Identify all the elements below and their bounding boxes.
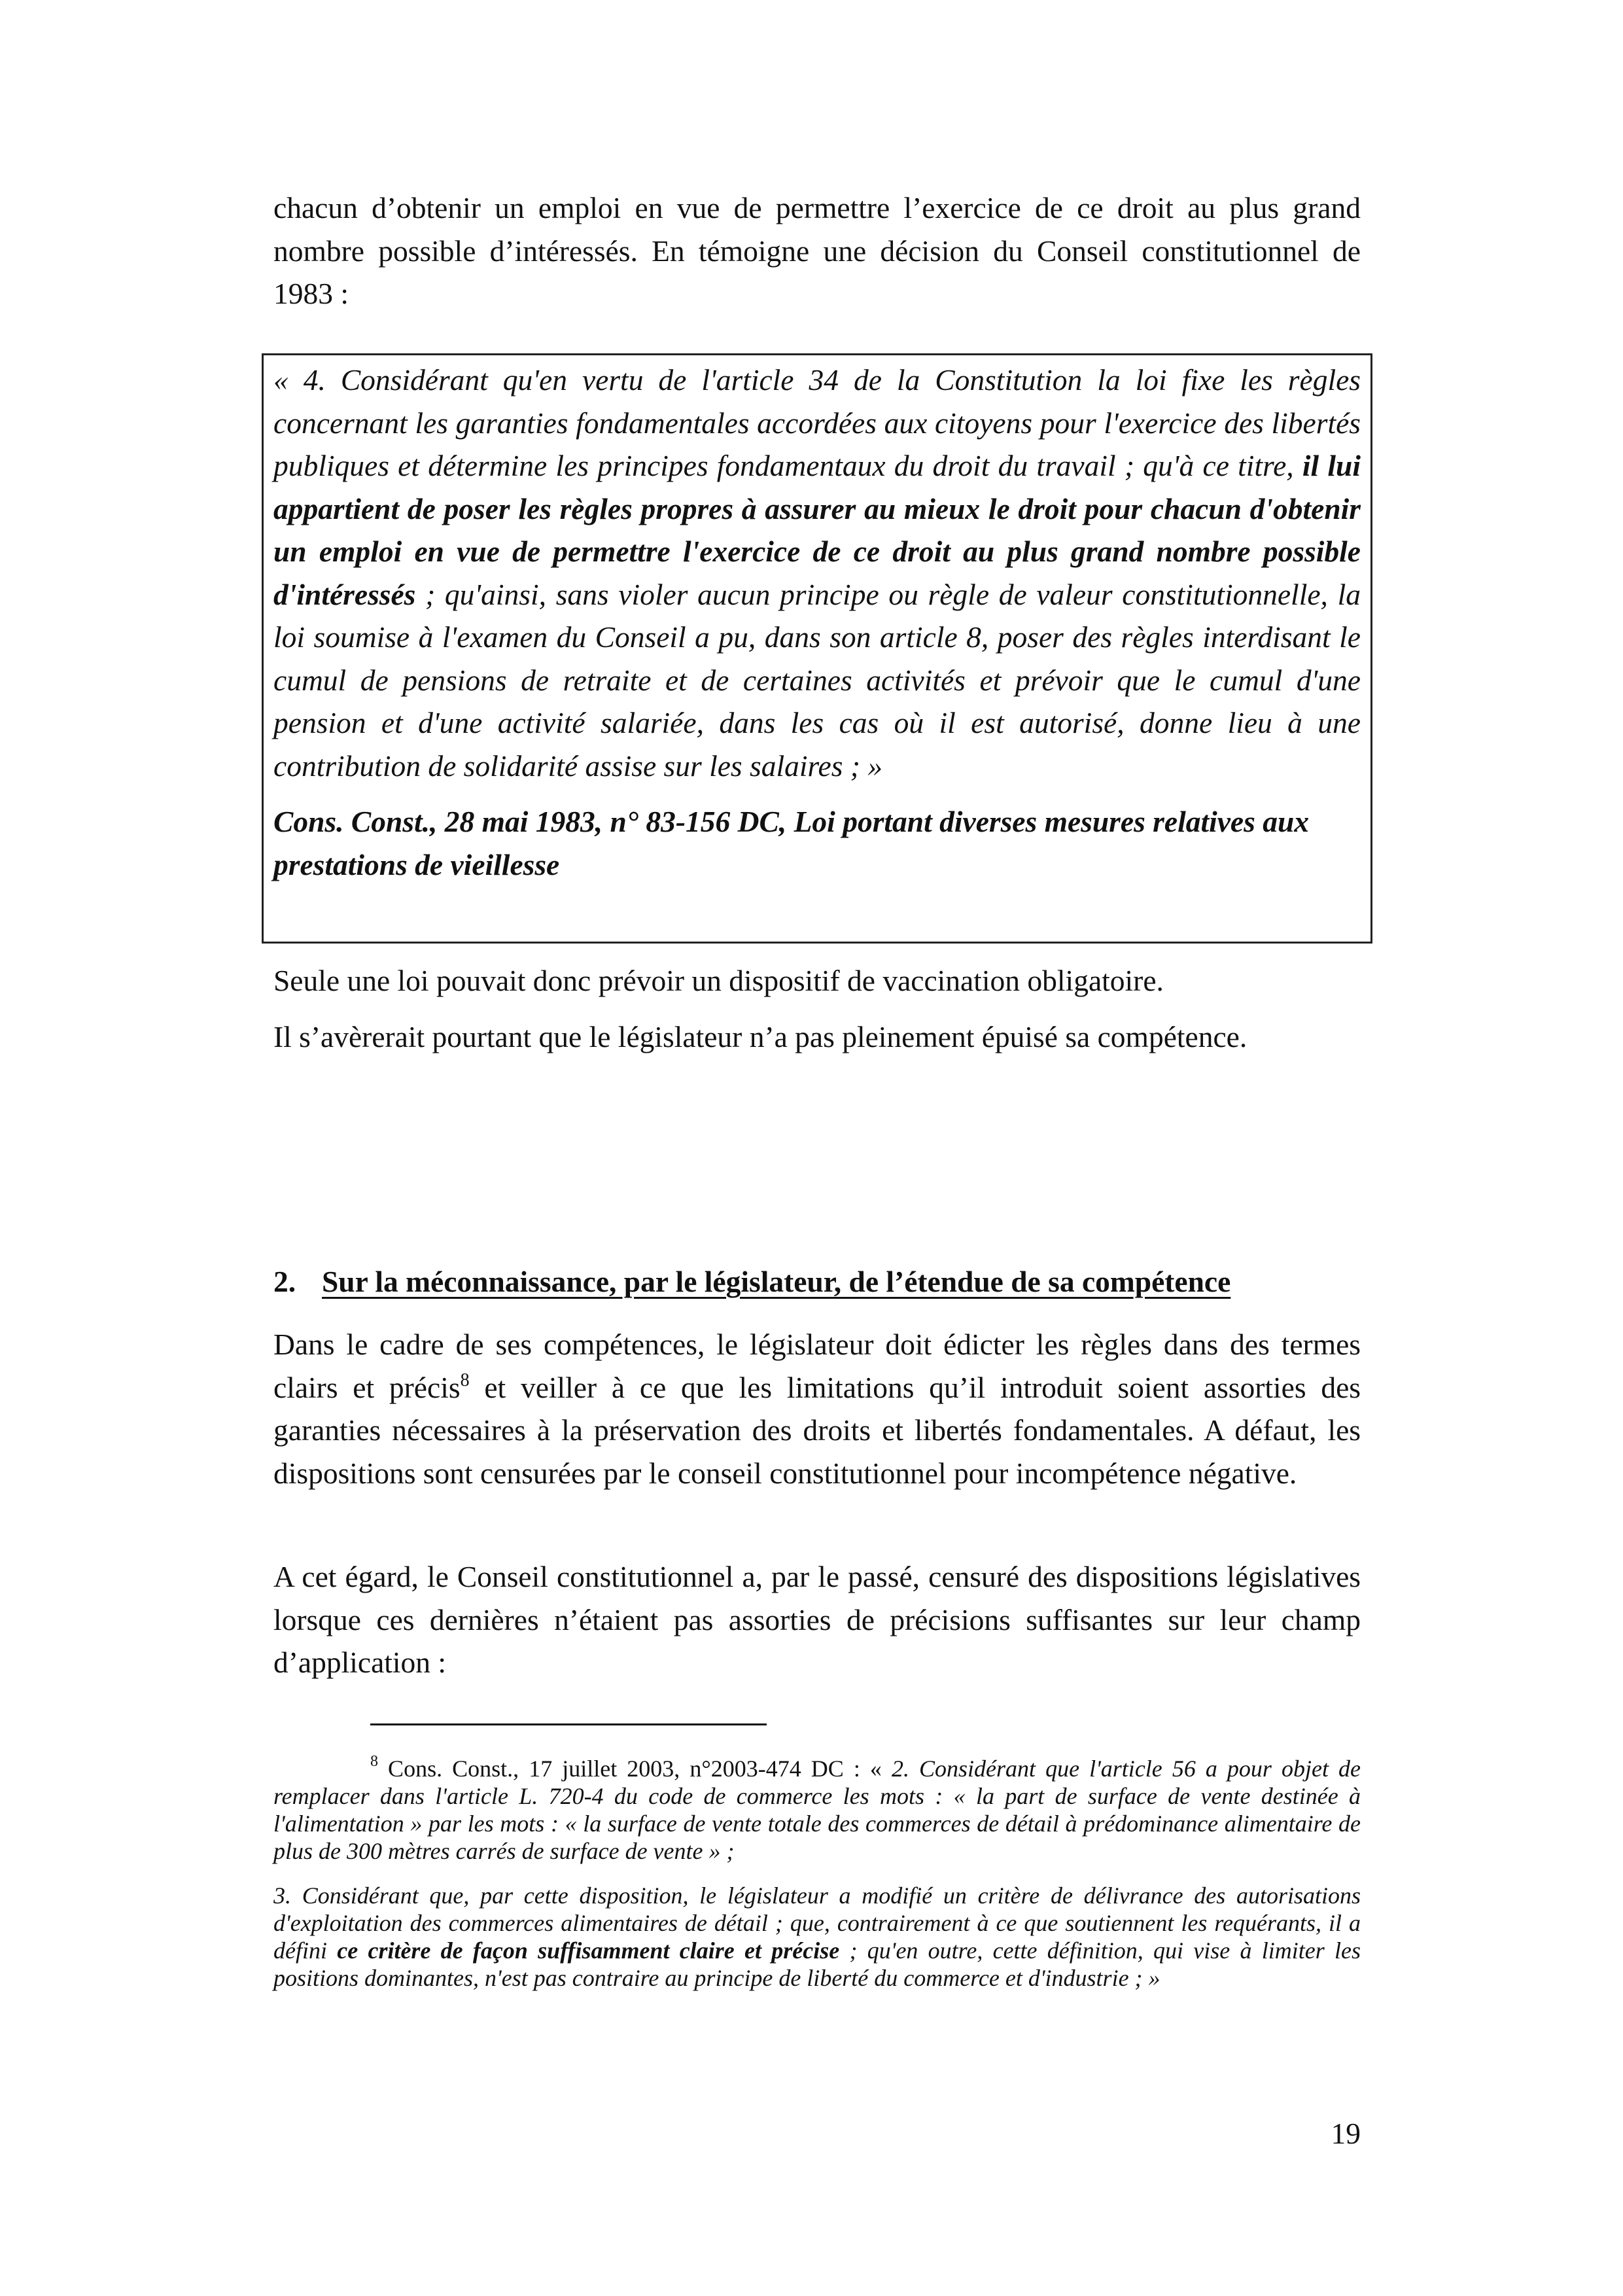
footnote-p2-part-1: 3. Considérant que, par cette disposition, le législateur a modifié un critère de délivrance des autorisations d'exploitation des commerces alimentaires de détail ; que, contrairement à ce que soutiennent les requérants, il a défini	[273, 1882, 1361, 1964]
quote-bold: il lui appartient de poser les règles propres à assurer au mieux le droit pour chacun d'obtenir un emploi en vue de permettre l'exercice de ce droit au plus grand nombre possible d'intéressés	[273, 449, 1361, 611]
quote-content	[273, 359, 1361, 886]
para1-before-ref: Dans le cadre de ses compétences, le législateur doit édicter les règles dans des termes clairs et précis	[273, 1328, 1361, 1404]
page-number: 19	[1331, 2117, 1361, 2150]
intro-paragraph	[273, 186, 1361, 315]
footnote-lead: Cons. Const., 17 juillet 2003, n°2003-474 DC : «	[378, 1756, 892, 1782]
after-quote-block	[273, 959, 1361, 1058]
quote-part-2: ; qu'ainsi, sans violer aucun principe ou règle de valeur constitutionnelle, la loi soumise à l'examen du Conseil a pu, dans son article 8, poser des règles interdisant le cumul de pensions de retraite et de certaines activités et prévoir que le cumul d'une pension et d'une activité salariée, dans les cas où il est autorisé, donne lieu à une contribution de solidarité assise sur les salaires ; »	[273, 577, 1361, 783]
para2-text: A cet égard, le Conseil constitutionnel a, par le passé, censuré des dispositions législatives lorsque ces dernières n’étaient pas assorties de précisions suffisantes sur leur champ d’application :	[273, 1560, 1361, 1679]
quote-part-1: « 4. Considérant qu'en vertu de l'article 34 de la Constitution la loi fixe les règles concernant les garanties fondamentales accordées aux citoyens pour l'exercice des libertés publiques et détermine les principes fondamentaux du droit du travail ; qu'à ce titre,	[273, 363, 1361, 482]
footnote-block	[273, 1755, 1361, 1992]
section-title: Sur la méconnaissance, par le législateur, de l’étendue de sa compétence	[322, 1265, 1231, 1298]
section-heading	[273, 1260, 1361, 1303]
para1-text	[273, 1323, 1361, 1494]
body-paragraph-1	[273, 1323, 1361, 1494]
footnote-paragraph-2	[273, 1882, 1361, 1992]
footnote-p2-part-2: ; qu'en outre, cette définition, qui vise à limiter les positions dominantes, n'est pas contraire au principe de liberté du commerce et d'industrie ; »	[273, 1937, 1361, 1991]
footnote-ref-8: 8	[460, 1369, 470, 1390]
intro-text: chacun d’obtenir un emploi en vue de permettre l’exercice de ce droit au plus grand nombre possible d’intéressés. En témoigne une décision du Conseil constitutionnel de 1983 :	[273, 191, 1361, 310]
quote-text	[273, 359, 1361, 787]
footnote-number: 8	[370, 1753, 378, 1770]
footnote-separator	[370, 1723, 767, 1725]
after-quote-line-2: Il s’avèrerait pourtant que le législateur n’a pas pleinement épuisé sa compétence.	[273, 1019, 1248, 1053]
footnote-italic-1: 2. Considérant que l'article 56 a pour objet de remplacer dans l'article L. 720-4 du code de commerce les mots : « la part de surface de vente destinée à l'alimentation » par les mots : « la surface de vente totale des commerces de détail à prédominance alimentaire de plus de 300 mètres carrés de surface de vente » ;	[273, 1756, 1361, 1864]
section-number: 2.	[273, 1265, 296, 1298]
quote-citation: Cons. Const., 28 mai 1983, n° 83-156 DC, Loi portant diverses mesures relatives aux prestations de vieillesse	[273, 805, 1310, 881]
footnote-p2-bold: ce critère de façon suffisamment claire et précise	[337, 1937, 840, 1964]
footnote-paragraph-1	[273, 1755, 1361, 1865]
body-paragraph-2	[273, 1555, 1361, 1684]
para1-after-ref: et veiller à ce que les limitations qu’il introduit soient assorties des garanties nécessaires à la préservation des droits et libertés fondamentales. A défaut, les dispositions sont censurées par le conseil constitutionnel pour incompétence négative.	[273, 1370, 1361, 1490]
after-quote-line-1: Seule une loi pouvait donc prévoir un dispositif de vaccination obligatoire.	[273, 964, 1164, 997]
